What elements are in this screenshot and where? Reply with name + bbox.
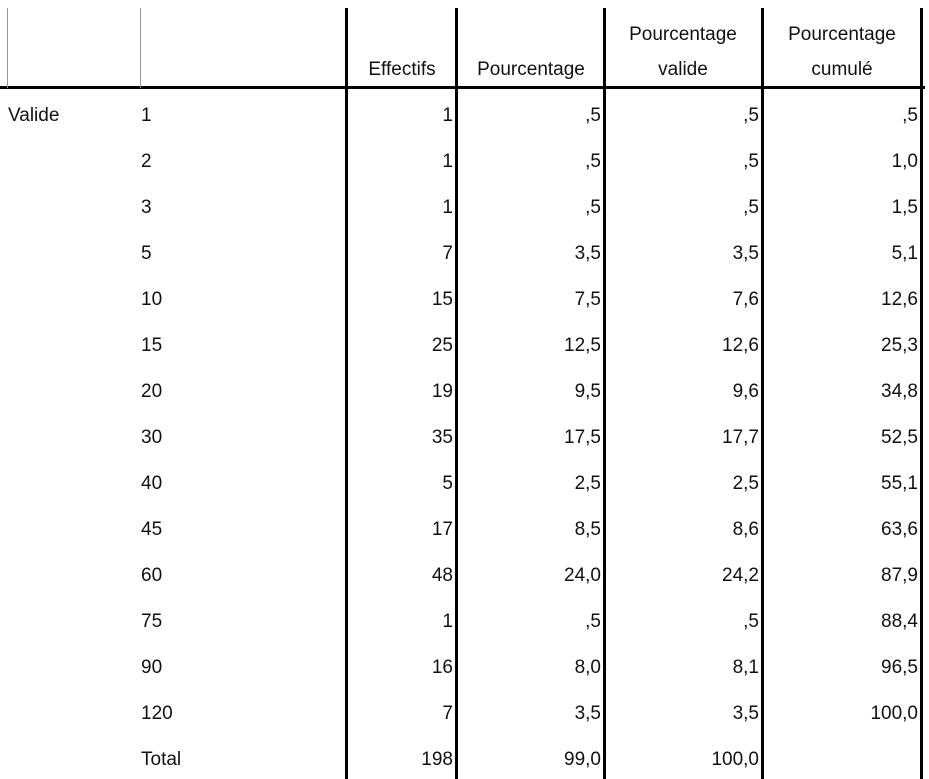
cell-value: 40	[141, 473, 163, 494]
cell-pourcentage: 8,0	[574, 657, 601, 678]
right-edge-line	[920, 8, 923, 779]
cell-pourcentage: ,5	[585, 105, 601, 126]
cell-valide: 100,0	[711, 749, 759, 770]
cell-value: 5	[141, 243, 152, 264]
cell-cumule: 34,8	[881, 381, 918, 402]
cell-cumule: 1,5	[891, 197, 918, 218]
cell-effectifs: 7	[442, 703, 453, 724]
cell-value: 45	[141, 519, 163, 540]
cell-valide: 2,5	[732, 473, 759, 494]
cell-value: Total	[141, 749, 182, 770]
cell-valide: 8,1	[732, 657, 759, 678]
cell-valide: 12,6	[722, 335, 759, 356]
cell-value: 15	[141, 335, 163, 356]
cell-valide: 17,7	[722, 427, 759, 448]
cell-effectifs: 1	[442, 151, 453, 172]
left-edge-line	[7, 8, 8, 88]
cell-value: 60	[141, 565, 163, 586]
header-pourcentage-valide-line1: Pourcentage	[629, 24, 737, 45]
cell-cumule: 100,0	[870, 703, 918, 724]
cell-valide: ,5	[743, 197, 759, 218]
header-bottom-rule	[0, 86, 925, 89]
cell-valide: ,5	[743, 611, 759, 632]
cell-effectifs: 1	[442, 611, 453, 632]
cell-cumule: 5,1	[891, 243, 918, 264]
cell-effectifs: 5	[442, 473, 453, 494]
cell-cumule: 55,1	[881, 473, 918, 494]
cell-cumule: 1,0	[891, 151, 918, 172]
cell-effectifs: 25	[431, 335, 453, 356]
cell-cumule: 63,6	[881, 519, 918, 540]
cell-cumule: 87,9	[881, 565, 918, 586]
cell-pourcentage: 7,5	[574, 289, 601, 310]
divider-effectifs-pourcentage	[455, 8, 458, 779]
cell-pourcentage: 3,5	[574, 703, 601, 724]
divider-valide-cumule	[761, 8, 764, 779]
cell-effectifs: 35	[431, 427, 453, 448]
cell-cumule: ,5	[902, 105, 918, 126]
cell-effectifs: 198	[421, 749, 453, 770]
cell-value: 10	[141, 289, 163, 310]
cell-pourcentage: ,5	[585, 197, 601, 218]
cell-pourcentage: 3,5	[574, 243, 601, 264]
cell-valide: 7,6	[732, 289, 759, 310]
cell-valide: 3,5	[732, 703, 759, 724]
cell-value: 20	[141, 381, 163, 402]
cell-pourcentage: 12,5	[564, 335, 601, 356]
header-pourcentage-cumule-line1: Pourcentage	[788, 24, 896, 45]
cell-value: 120	[141, 703, 173, 724]
cell-pourcentage: 8,5	[574, 519, 601, 540]
cell-value: 2	[141, 151, 152, 172]
cell-cumule: 12,6	[881, 289, 918, 310]
label-divider-line	[140, 8, 141, 88]
cell-effectifs: 1	[442, 197, 453, 218]
cell-effectifs: 19	[431, 381, 453, 402]
cell-pourcentage: 2,5	[574, 473, 601, 494]
divider-pourcentage-valide	[603, 8, 606, 779]
cell-valide: ,5	[743, 151, 759, 172]
group-label-valide: Valide	[8, 105, 60, 126]
header-pourcentage: Pourcentage	[477, 59, 585, 80]
cell-pourcentage: 99,0	[564, 749, 601, 770]
cell-value: 30	[141, 427, 163, 448]
cell-value: 1	[141, 105, 152, 126]
cell-value: 3	[141, 197, 152, 218]
cell-effectifs: 16	[431, 657, 453, 678]
cell-valide: 24,2	[722, 565, 759, 586]
header-pourcentage-cumule-line2: cumulé	[811, 59, 873, 80]
cell-valide: 3,5	[732, 243, 759, 264]
cell-cumule: 88,4	[881, 611, 918, 632]
cell-pourcentage: 9,5	[574, 381, 601, 402]
header-effectifs: Effectifs	[368, 59, 436, 80]
cell-value: 90	[141, 657, 163, 678]
cell-pourcentage: ,5	[585, 151, 601, 172]
header-pourcentage-valide-line2: valide	[658, 59, 708, 80]
cell-valide: 9,6	[732, 381, 759, 402]
cell-pourcentage: 24,0	[564, 565, 601, 586]
cell-valide: 8,6	[732, 519, 759, 540]
cell-pourcentage: ,5	[585, 611, 601, 632]
divider-stub-effectifs	[345, 8, 348, 779]
cell-effectifs: 7	[442, 243, 453, 264]
cell-cumule: 25,3	[881, 335, 918, 356]
cell-cumule: 96,5	[881, 657, 918, 678]
cell-effectifs: 17	[431, 519, 453, 540]
cell-effectifs: 15	[431, 289, 453, 310]
cell-effectifs: 1	[442, 105, 453, 126]
cell-pourcentage: 17,5	[564, 427, 601, 448]
cell-value: 75	[141, 611, 163, 632]
cell-cumule: 52,5	[881, 427, 918, 448]
cell-valide: ,5	[743, 105, 759, 126]
cell-effectifs: 48	[431, 565, 453, 586]
